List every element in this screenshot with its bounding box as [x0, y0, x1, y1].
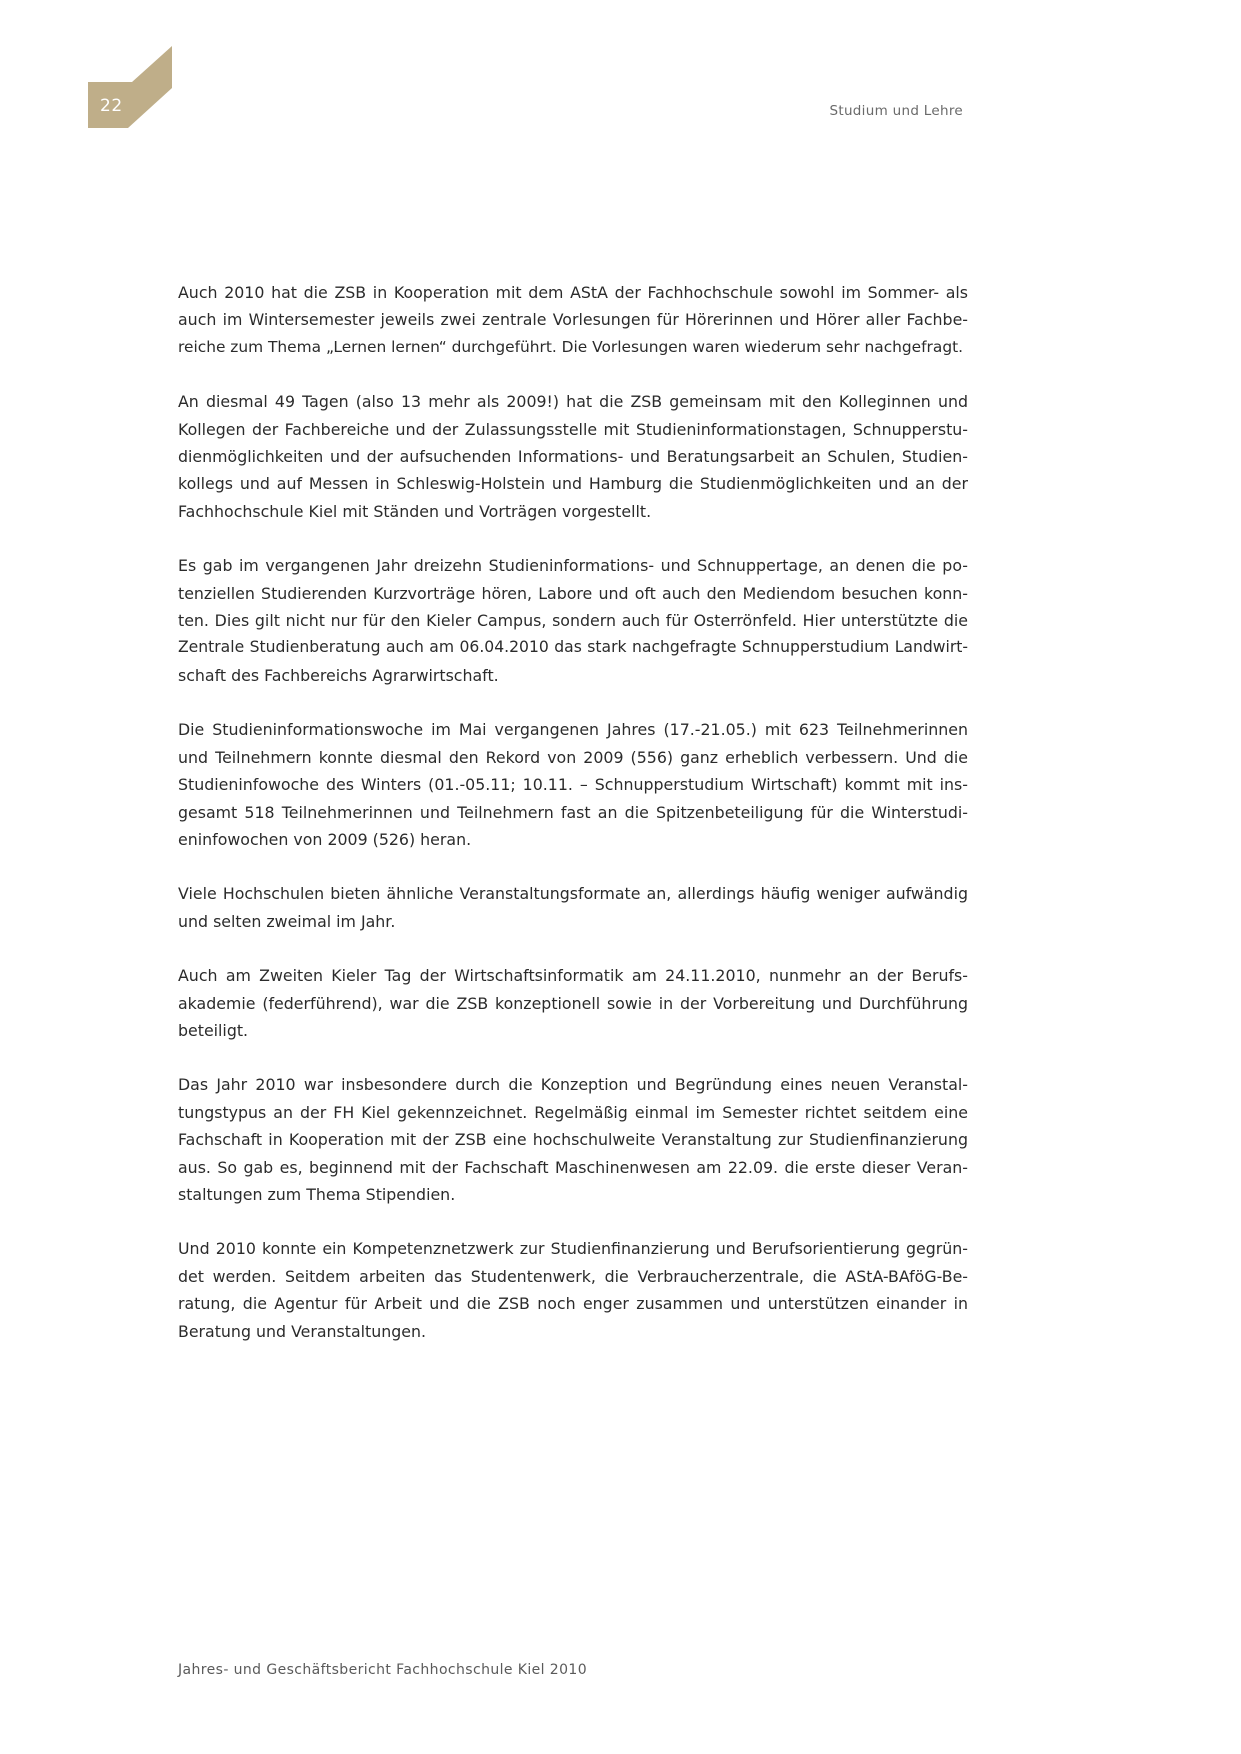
- text-line: Zentrale Studienberatung auch am 06.04.2010 das stark nachgefragte Schnupperstudium Landwirt-: [178, 638, 968, 657]
- text-line: Und 2010 konnte ein Kompetenznetzwerk zur Studienfinanzierung und Berufsorientierung gegrün-: [178, 1239, 968, 1259]
- text-line: Das Jahr 2010 war insbesondere durch die Konzeption und Begründung eines neuen Veranstal-: [178, 1075, 968, 1095]
- text-line: beteiligt.: [178, 1020, 249, 1040]
- text-line: staltungen zum Thema Stipendien.: [178, 1184, 456, 1204]
- page-number: 22: [100, 96, 123, 116]
- text-line: eninfowochen von 2009 (526) heran.: [178, 829, 472, 849]
- text-line: akademie (federführend), war die ZSB konzeptionell sowie in der Vorbereitung und Durchführung: [178, 993, 968, 1013]
- text-line: reiche zum Thema „Lernen lernen“ durchgeführt. Die Vorlesungen waren wiederum sehr nachgefragt.: [178, 337, 964, 356]
- paragraph: [178, 716, 968, 853]
- paragraph: [178, 388, 968, 525]
- paragraph: [178, 962, 968, 1044]
- text-line: und Teilnehmern konnte diesmal den Rekord von 2009 (556) ganz erheblich verbessern. Und die: [178, 747, 968, 767]
- text-line: tenziellen Studierenden Kurzvorträge hören, Labore und oft auch den Mediendom besuchen konn-: [178, 583, 968, 603]
- paragraph: [178, 1071, 968, 1208]
- text-line: An diesmal 49 Tagen (also 13 mehr als 2009!) hat die ZSB gemeinsam mit den Kolleginnen und: [178, 392, 968, 412]
- body-text: [178, 279, 968, 1372]
- text-line: Auch am Zweiten Kieler Tag der Wirtschaftsinformatik am 24.11.2010, nunmehr an der Berufs-: [178, 966, 968, 986]
- footer-text: Jahres- und Geschäftsbericht Fachhochschule Kiel 2010: [178, 1662, 588, 1678]
- text-line: dienmöglichkeiten und der aufsuchenden Informations- und Beratungsarbeit an Schulen, Studien-: [178, 447, 968, 467]
- text-line: kollegs und auf Messen in Schleswig-Holstein und Hamburg die Studienmöglichkeiten und an der: [178, 474, 968, 494]
- paragraph: [178, 880, 968, 935]
- text-line: Die Studieninformationswoche im Mai vergangenen Jahres (17.-21.05.) mit 623 Teilnehmerinnen: [178, 720, 968, 740]
- text-line: Es gab im vergangenen Jahr dreizehn Studieninformations- und Schnuppertage, an denen die po-: [178, 556, 968, 576]
- text-line: Fachhochschule Kiel mit Ständen und Vorträgen vorgestellt.: [178, 501, 652, 521]
- text-line: Viele Hochschulen bieten ähnliche Veranstaltungsformate an, allerdings häufig weniger aufwändig: [178, 884, 968, 904]
- paragraph: [178, 552, 968, 689]
- text-line: aus. So gab es, beginnend mit der Fachschaft Maschinenwesen am 22.09. die erste dieser Veran-: [178, 1157, 968, 1177]
- paragraph: [178, 279, 968, 361]
- text-line: ten. Dies gilt nicht nur für den Kieler Campus, sondern auch für Osterrönfeld. Hier unterstützte die: [178, 611, 968, 631]
- text-line: det werden. Seitdem arbeiten das Studentenwerk, die Verbraucherzentrale, die AStA-BAföG-Be-: [178, 1266, 968, 1286]
- text-line: ratung, die Agentur für Arbeit und die ZSB noch enger zusammen und unterstützen einander in: [178, 1294, 968, 1314]
- section-title: Studium und Lehre: [829, 103, 963, 119]
- text-line: Kollegen der Fachbereiche und der Zulassungsstelle mit Studieninformationstagen, Schnupperstu-: [178, 419, 968, 439]
- text-line: schaft des Fachbereichs Agrarwirtschaft.: [178, 665, 499, 685]
- text-line: gesamt 518 Teilnehmerinnen und Teilnehmern fast an die Spitzenbeteiligung für die Winterstudi-: [178, 802, 968, 822]
- text-line: Fachschaft in Kooperation mit der ZSB eine hochschulweite Veranstaltung zur Studienfinanzierung: [178, 1130, 968, 1150]
- text-line: Auch 2010 hat die ZSB in Kooperation mit dem AStA der Fachhochschule sowohl im Sommer- als: [178, 283, 968, 302]
- text-line: Beratung und Veranstaltungen.: [178, 1321, 427, 1341]
- paragraph: [178, 1235, 968, 1345]
- page-number-badge: [88, 46, 172, 128]
- text-line: Studieninfowoche des Winters (01.-05.11; 10.11. – Schnupperstudium Wirtschaft) kommt mit ins-: [178, 775, 968, 795]
- text-line: und selten zweimal im Jahr.: [178, 911, 396, 931]
- text-line: auch im Wintersemester jeweils zwei zentrale Vorlesungen für Hörerinnen und Hörer aller Fachbe-: [178, 310, 968, 330]
- text-line: tungstypus an der FH Kiel gekennzeichnet. Regelmäßig einmal im Semester richtet seitdem eine: [178, 1102, 968, 1122]
